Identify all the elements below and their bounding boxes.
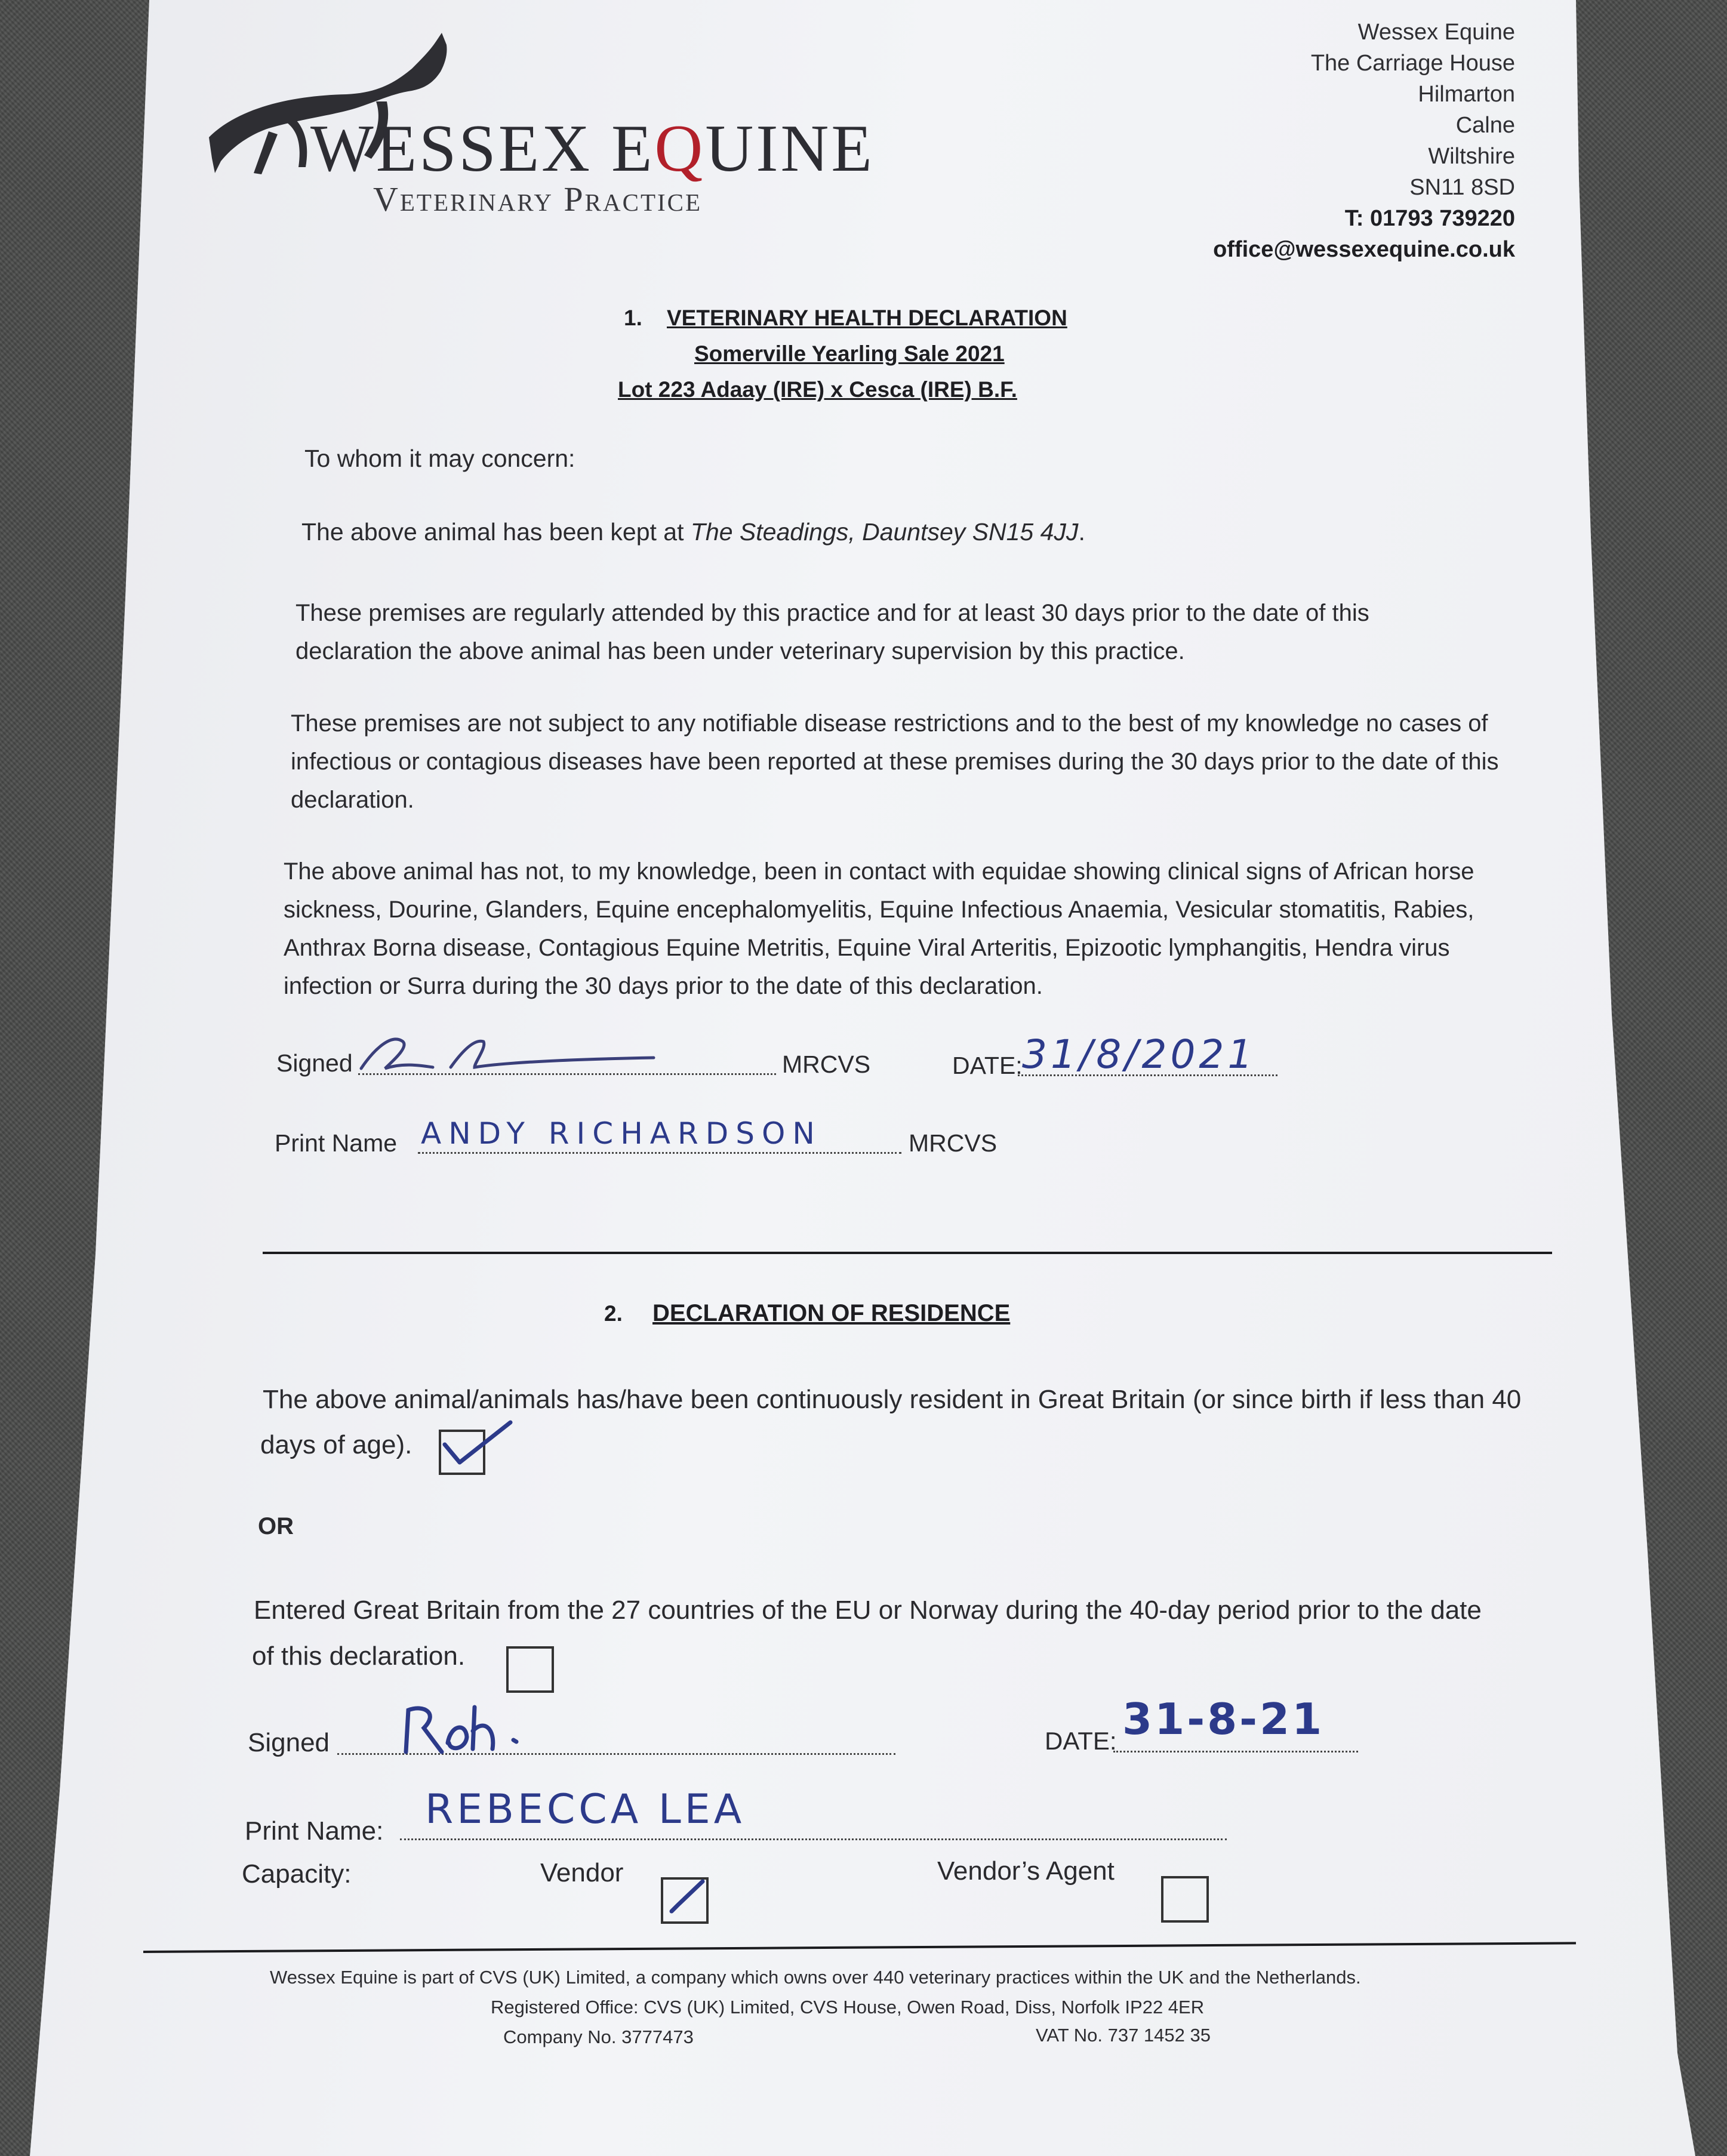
vendor-agent-checkbox[interactable] xyxy=(1161,1876,1209,1923)
phone-number: T: 01793 739220 xyxy=(1344,206,1515,231)
owner-date-line xyxy=(1113,1751,1358,1752)
owner-date-value: 31-8-21 xyxy=(1122,1694,1325,1744)
section1-number: 1. xyxy=(624,306,642,330)
vet-print-name-value: ANDY RICHARDSON xyxy=(421,1116,822,1151)
residence-option2-line2: of this declaration. xyxy=(252,1641,466,1671)
date-label: DATE: xyxy=(952,1052,1023,1079)
owner-signature-icon xyxy=(400,1695,555,1761)
checkmark-icon xyxy=(661,1874,709,1922)
section2-number: 2. xyxy=(604,1301,623,1326)
section2-title: DECLARATION OF RESIDENCE xyxy=(652,1300,1011,1326)
address-line: SN11 8SD xyxy=(1409,175,1515,200)
footer-registered-office: Registered Office: CVS (UK) Limited, CVS House, Owen Road, Diss, Norfolk IP22 4ER xyxy=(491,1997,1205,2018)
residence-option2-line1: Entered Great Britain from the 27 countries of the EU or Norway during the 40-day period prior to the date xyxy=(254,1596,1482,1625)
address-line: Calne xyxy=(1455,113,1515,138)
premises-paragraph: The above animal has been kept at The Steadings, Dauntsey SN15 4JJ. xyxy=(301,518,1085,546)
restrictions-paragraph: These premises are not subject to any notifiable disease restrictions and to the best of my knowledge no cases of infectious or contagious diseases have been reported at these premises during the 30 days prior to the date of this declaration. xyxy=(291,710,1499,813)
residence-option1-line2: days of age). xyxy=(260,1430,412,1459)
checkmark-icon xyxy=(439,1418,516,1477)
lot-title: Lot 223 Adaay (IRE) x Cesca (IRE) B.F. xyxy=(618,377,1017,402)
print-name-label: Print Name xyxy=(275,1129,398,1157)
sale-title: Somerville Yearling Sale 2021 xyxy=(694,341,1005,366)
brand-name: WESSEX EQUINE xyxy=(310,112,875,186)
owner-print-name-line xyxy=(400,1838,1227,1840)
email-address: office@wessexequine.co.uk xyxy=(1213,237,1515,262)
address-line: Wiltshire xyxy=(1428,144,1515,169)
mrcvs-label: MRCVS xyxy=(782,1051,871,1078)
vet-signature-icon xyxy=(355,1015,666,1080)
capacity-label: Capacity: xyxy=(242,1859,352,1889)
residence-option1-line1: The above animal/animals has/have been continuously resident in Great Britain (or since birth if less than 40 xyxy=(263,1385,1522,1414)
owner-date-label: DATE: xyxy=(1045,1727,1117,1755)
address-line: Hilmarton xyxy=(1418,82,1515,107)
owner-signed-label: Signed xyxy=(248,1728,330,1757)
or-label: OR xyxy=(258,1513,294,1539)
footer-company-number: Company No. 3777473 xyxy=(503,2026,694,2047)
owner-print-name-label: Print Name: xyxy=(245,1816,384,1846)
vendor-label: Vendor xyxy=(540,1858,624,1887)
section-divider xyxy=(263,1252,1552,1254)
section1-title: VETERINARY HEALTH DECLARATION xyxy=(667,306,1067,330)
vet-date-value: 31/8/2021 xyxy=(1022,1031,1257,1077)
print-name-line xyxy=(418,1152,901,1154)
address-line: Wessex Equine xyxy=(1357,20,1515,45)
residence-eu-checkbox[interactable] xyxy=(506,1646,554,1693)
address-line: The Carriage House xyxy=(1310,51,1515,76)
vendor-agent-label: Vendor’s Agent xyxy=(937,1856,1115,1886)
supervision-paragraph: These premises are regularly attended by this practice and for at least 30 days prior to the date of this declaration the above animal has been under veterinary supervision by this practice. xyxy=(295,600,1369,664)
salutation: To whom it may concern: xyxy=(304,445,575,472)
signed-label: Signed xyxy=(276,1049,353,1077)
footer-company-info: Wessex Equine is part of CVS (UK) Limited, a company which owns over 440 veterinary practices within the UK and the Netherlands. xyxy=(270,1967,1361,1988)
mrcvs-label-2: MRCVS xyxy=(909,1129,998,1157)
brand-subtitle: Veterinary Practice xyxy=(373,180,703,218)
footer-vat-number: VAT No. 737 1452 35 xyxy=(1036,2025,1211,2046)
practice-address xyxy=(1213,17,1515,265)
disease-contact-paragraph: The above animal has not, to my knowledge, been in contact with equidae showing clinical signs of African horse sickness, Dourine, Glanders, Equine encephalomyelitis, Equine Infectious Anaemia, Vesicular stomatitis, Rabies, Anthrax Borna disease, Contagious Equine Metritis, Equine Viral Arteritis, Epizootic lymphangitis, Hendra virus infection or Surra during the 30 days prior to the date of this declaration. xyxy=(284,858,1474,999)
owner-print-name-value: REBECCA LEA xyxy=(425,1786,746,1833)
